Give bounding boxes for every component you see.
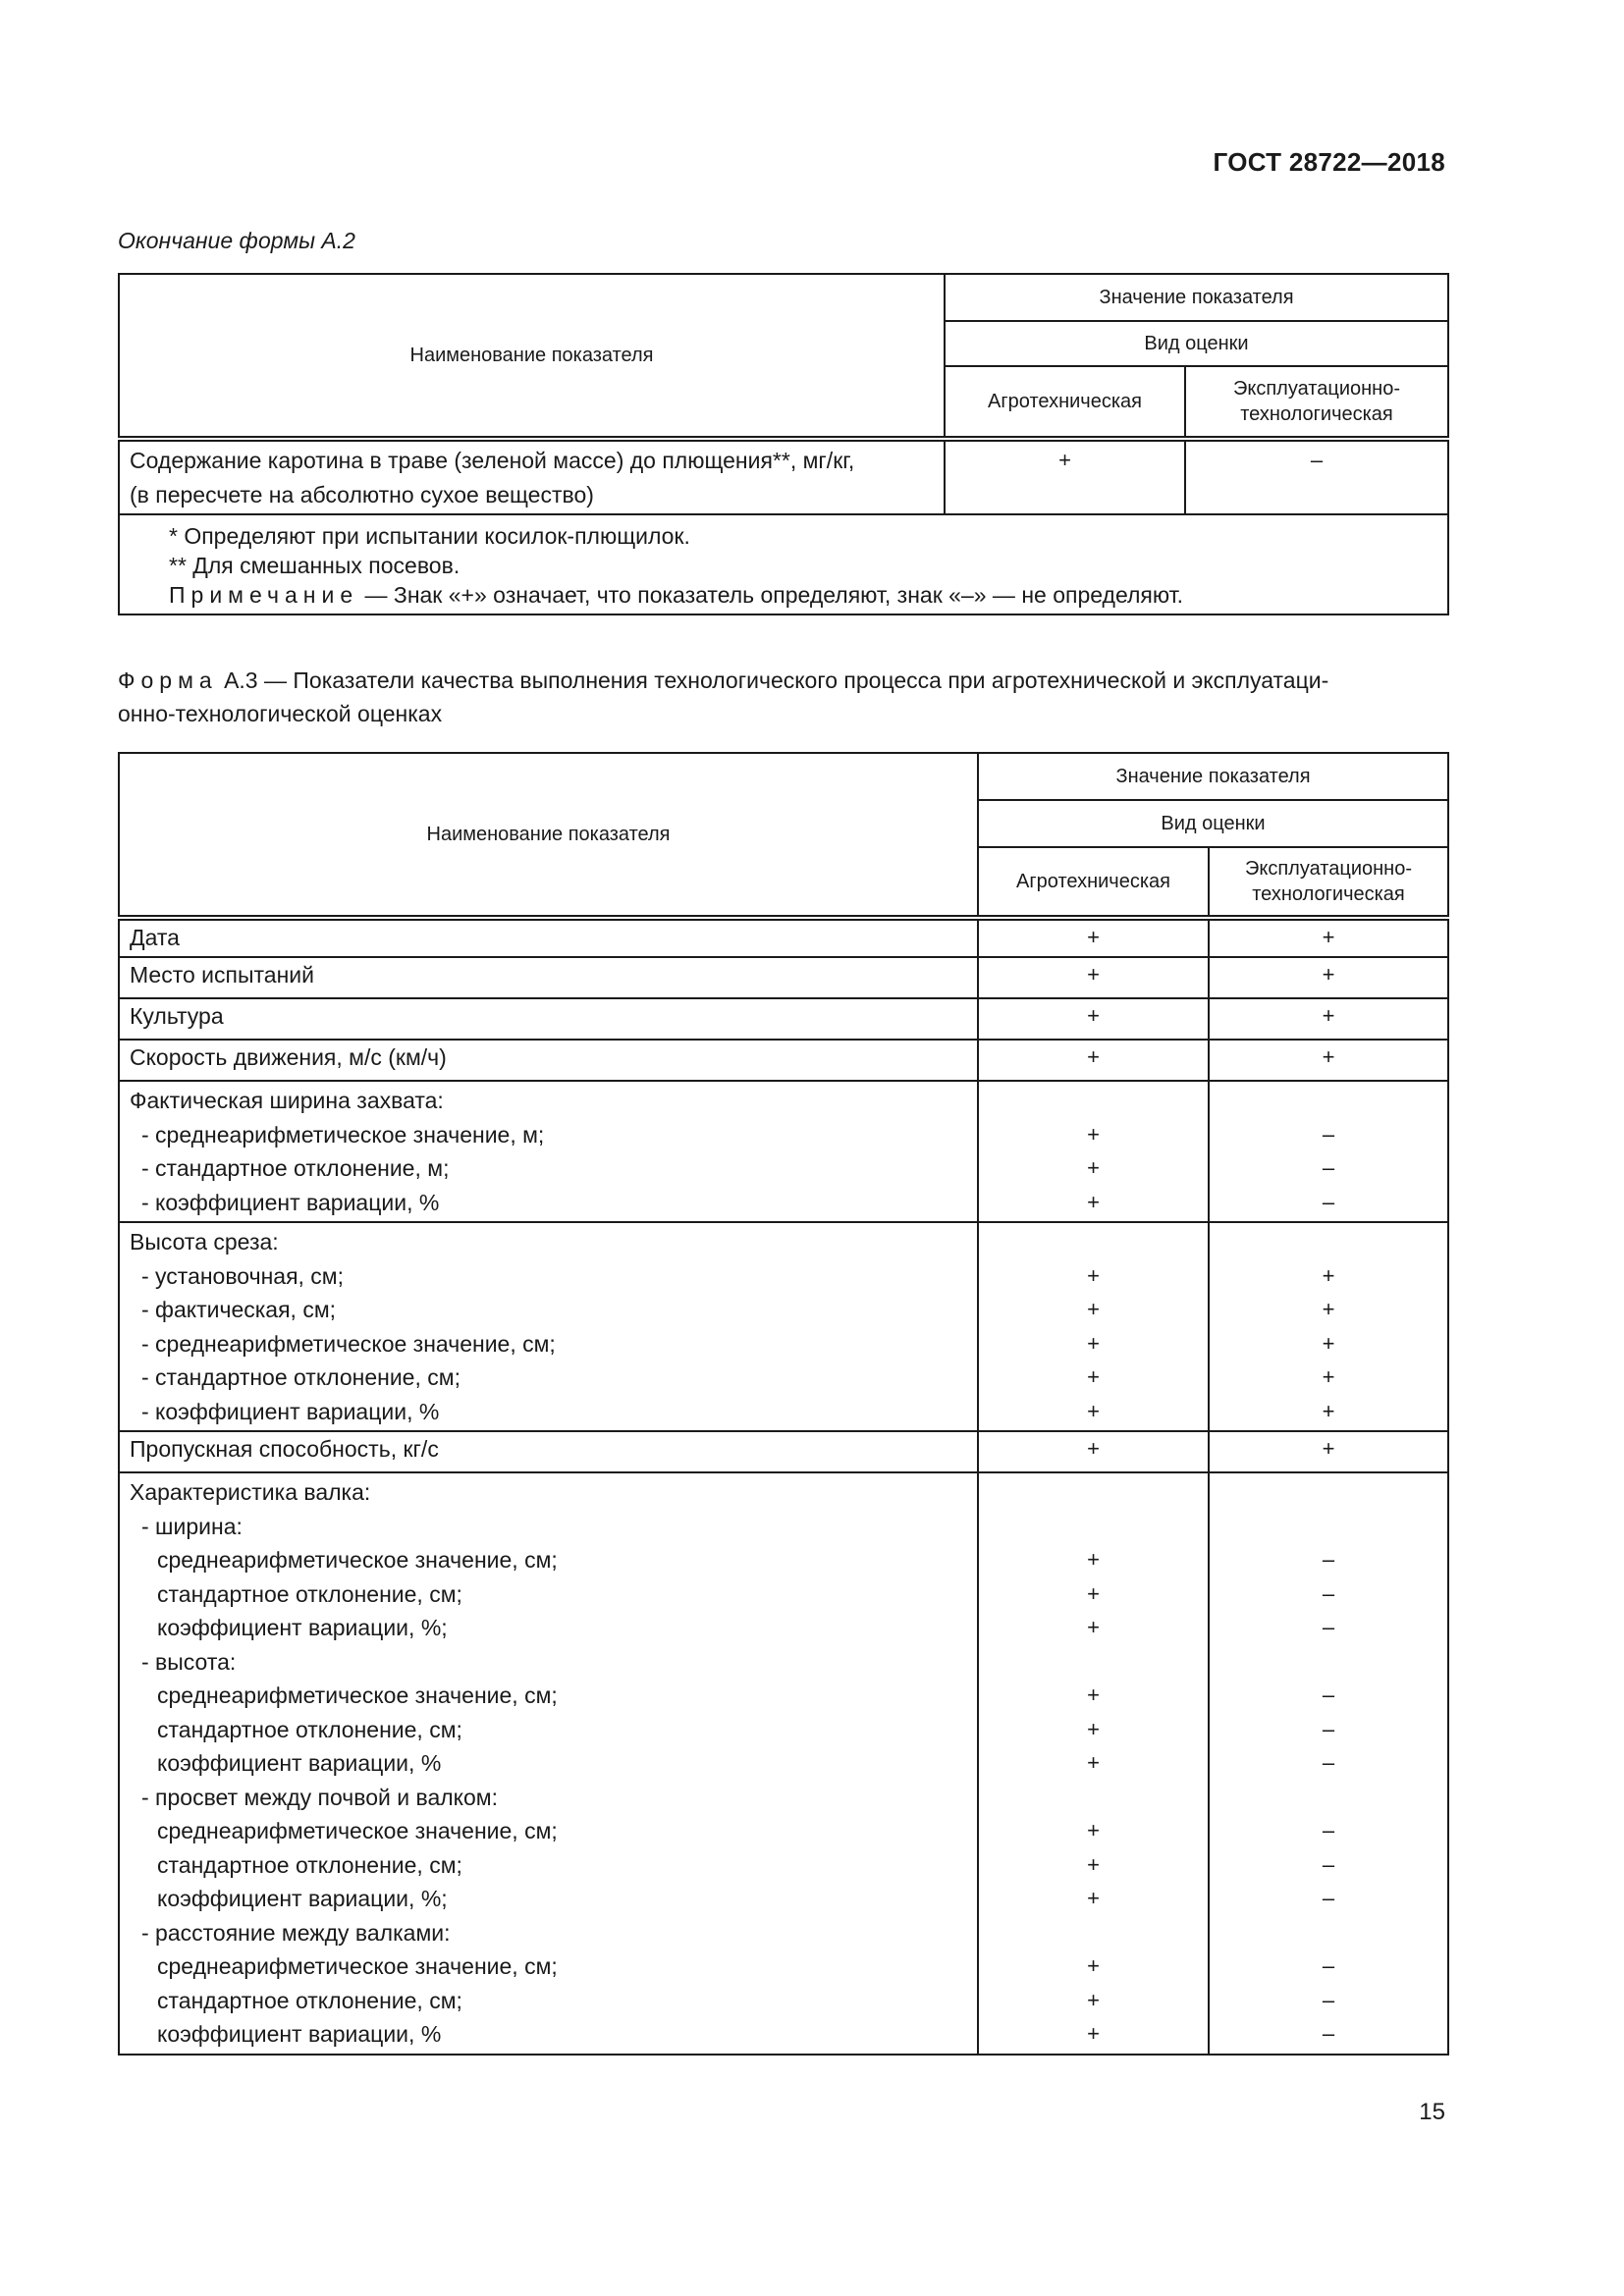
row-expl-value: +: [1209, 1431, 1448, 1472]
row-expl-value: +: [1209, 1040, 1448, 1081]
form-a3-caption: Форма А.3 — Показатели качества выполнения технологического процесса при агротехнической и эксплуатаци- онно-технологической оценках: [118, 667, 1329, 726]
row-expl-value: + + + + +: [1209, 1222, 1448, 1431]
row-agro-value: +: [978, 957, 1209, 998]
table-row: [119, 918, 1448, 957]
row-expl-value: –: [1185, 439, 1448, 514]
header-agrotechnical: Агротехническая: [978, 847, 1209, 918]
row-name: Содержание каротина в траве (зеленой массе) до плющения**, мг/кг, (в пересчете на абсолютно сухое вещество): [119, 439, 945, 514]
note: Примечание — Знак «+» означает, что показатель определяют, знак «–» — не определяют.: [169, 582, 1183, 608]
row-name: Фактическая ширина захвата: - среднеарифметическое значение, м; - стандартное отклонение, м; - коэффициент вариации, %: [119, 1081, 978, 1222]
footnote-2: ** Для смешанных посевов.: [169, 553, 460, 578]
header-indicator-value: Значение показателя: [978, 753, 1448, 800]
row-agro-value: +: [945, 439, 1185, 514]
row-name: Высота среза: - установочная, см; - фактическая, см; - среднеарифметическое значение, см; - стандартное отклонение, см; - коэффициент вариации, %: [119, 1222, 978, 1431]
row-agro-value: + + + + + + + + + + + +: [978, 1472, 1209, 2055]
table-notes: [119, 514, 1448, 614]
table-row-group: [119, 1472, 1448, 2055]
header-evaluation-type: Вид оценки: [945, 321, 1448, 366]
row-name: Место испытаний: [119, 957, 978, 998]
row-agro-value: +: [978, 1431, 1209, 1472]
row-agro-value: +: [978, 918, 1209, 957]
document-code: ГОСТ 28722—2018: [1213, 147, 1445, 177]
row-expl-value: +: [1209, 918, 1448, 957]
row-agro-value: +: [978, 1040, 1209, 1081]
row-name: Скорость движения, м/с (км/ч): [119, 1040, 978, 1081]
page-number: 15: [1419, 2099, 1445, 2125]
row-name: Дата: [119, 918, 978, 957]
row-name: Культура: [119, 998, 978, 1040]
form-a2-table: [118, 273, 1449, 615]
header-indicator-name: Наименование показателя: [119, 753, 978, 918]
table-row: [119, 439, 1448, 514]
table-row-group: [119, 1081, 1448, 1222]
table-row: [119, 1431, 1448, 1472]
table-row: [119, 1040, 1448, 1081]
header-indicator-name: Наименование показателя: [119, 274, 945, 439]
header-indicator-value: Значение показателя: [945, 274, 1448, 321]
form-a3-table: [118, 752, 1449, 2056]
header-agrotechnical: Агротехническая: [945, 366, 1185, 439]
row-expl-value: +: [1209, 998, 1448, 1040]
header-operational: Эксплуатационно- технологическая: [1209, 847, 1448, 918]
footnote-1: * Определяют при испытании косилок-плющилок.: [169, 523, 690, 549]
header-evaluation-type: Вид оценки: [978, 800, 1448, 847]
row-agro-value: + + + + +: [978, 1222, 1209, 1431]
header-operational: Эксплуатационно- технологическая: [1185, 366, 1448, 439]
row-expl-value: – – – – – – – – – – – –: [1209, 1472, 1448, 2055]
row-name: Пропускная способность, кг/с: [119, 1431, 978, 1472]
row-name: Характеристика валка: - ширина: среднеарифметическое значение, см; стандартное отклонение, см; коэффициент вариации, %; - высота: среднеарифметическое значение, см; стандартное отклонение, см; коэффициент вариации, % - просвет между почвой и валком: среднеарифметическое значение, см; стандартное отклонение, см; коэффициент вариации, %; - расстояние между валками: среднеарифметическое значение, см; стандартное отклонение, см; коэффициент вариации, %: [119, 1472, 978, 2055]
form-a2-caption: Окончание формы А.2: [118, 228, 355, 253]
row-agro-value: +: [978, 998, 1209, 1040]
row-expl-value: +: [1209, 957, 1448, 998]
table-row-group: [119, 1222, 1448, 1431]
table-row: [119, 957, 1448, 998]
row-agro-value: + + +: [978, 1081, 1209, 1222]
row-expl-value: – – –: [1209, 1081, 1448, 1222]
table-row: [119, 998, 1448, 1040]
